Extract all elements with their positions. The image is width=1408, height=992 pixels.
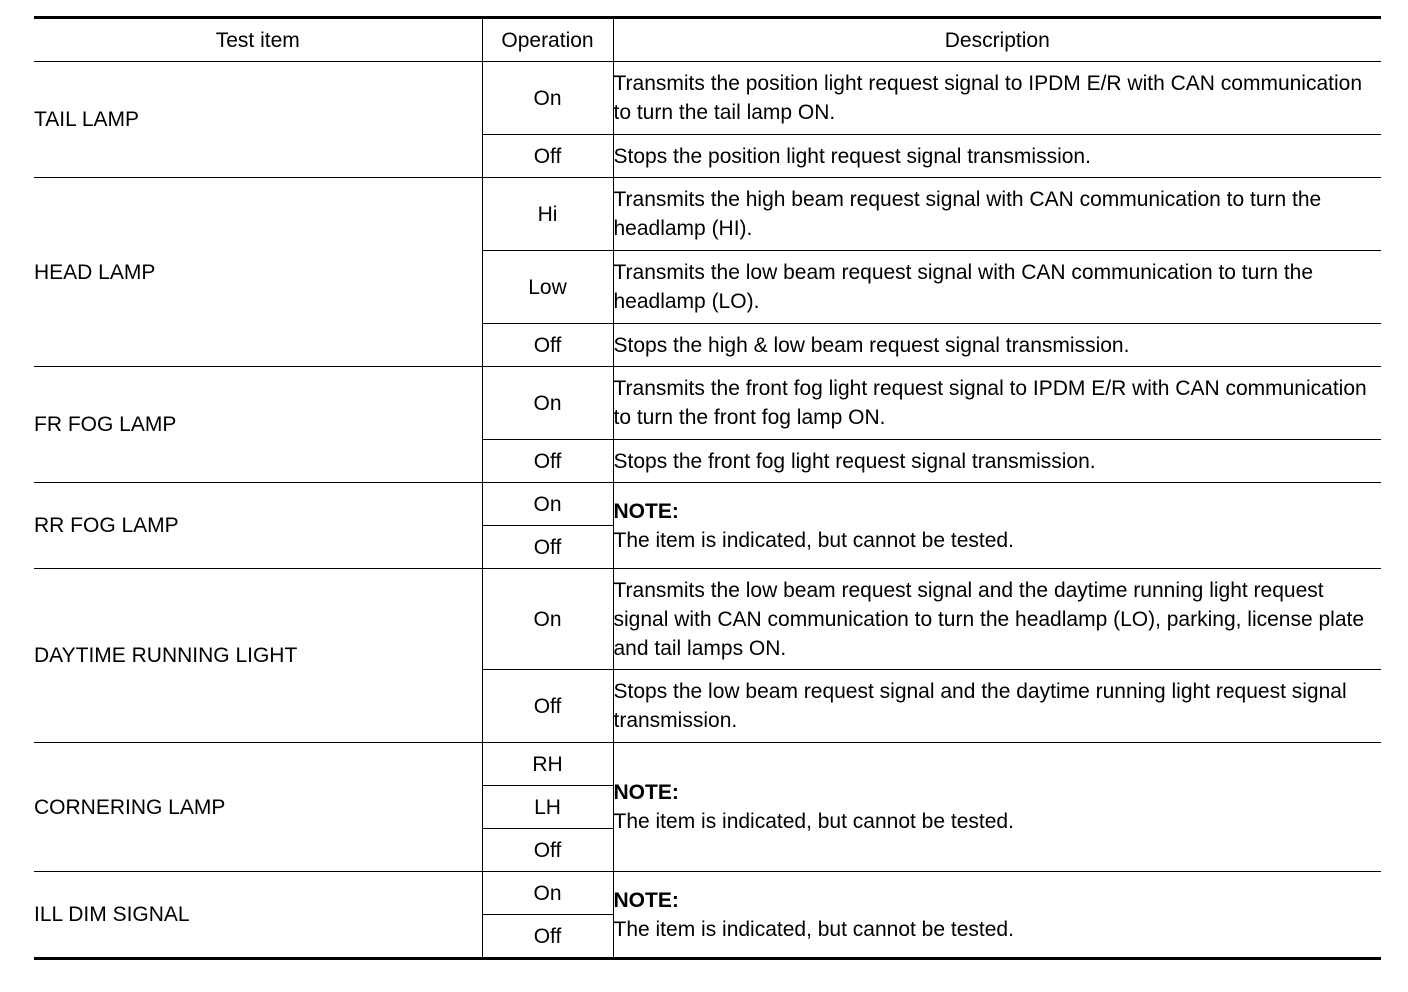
description-cell: Stops the high & low beam request signal transmission.: [613, 324, 1381, 367]
operation-cell: RH: [482, 743, 613, 786]
operation-cell: On: [482, 62, 613, 135]
table-row: [34, 872, 1381, 915]
operation-cell: On: [482, 483, 613, 526]
operation-cell: Off: [482, 526, 613, 569]
table-row: [34, 178, 1381, 251]
description-cell: Stops the position light request signal transmission.: [613, 135, 1381, 178]
description-cell: Transmits the high beam request signal with CAN communication to turn the headlamp (HI).: [613, 178, 1381, 251]
table-row: [34, 483, 1381, 526]
description-cell: Transmits the position light request signal to IPDM E/R with CAN communication to turn the tail lamp ON.: [613, 62, 1381, 135]
test-item-table: [34, 16, 1381, 960]
table-row: [34, 569, 1381, 670]
operation-cell: Off: [482, 135, 613, 178]
test-item-head-lamp: HEAD LAMP: [34, 178, 482, 367]
operation-cell: Hi: [482, 178, 613, 251]
note-text: The item is indicated, but cannot be tested.: [613, 917, 1014, 941]
operation-cell: Low: [482, 251, 613, 324]
operation-cell: Off: [482, 324, 613, 367]
description-cell: Transmits the front fog light request signal to IPDM E/R with CAN communication to turn the front fog lamp ON.: [613, 367, 1381, 440]
table-row: [34, 367, 1381, 440]
test-item-daytime-running-light: DAYTIME RUNNING LIGHT: [34, 569, 482, 743]
note-cell: [613, 743, 1381, 872]
note-label: NOTE:: [613, 888, 679, 912]
header-test-item: Test item: [34, 18, 482, 62]
operation-cell: On: [482, 569, 613, 670]
operation-cell: Off: [482, 915, 613, 959]
table-row: [34, 743, 1381, 786]
operation-cell: LH: [482, 786, 613, 829]
note-cell: [613, 872, 1381, 959]
table-header-row: [34, 18, 1381, 62]
description-cell: Stops the low beam request signal and the daytime running light request signal transmission.: [613, 670, 1381, 743]
header-operation: Operation: [482, 18, 613, 62]
table-row: [34, 62, 1381, 135]
test-item-ill-dim-signal: ILL DIM SIGNAL: [34, 872, 482, 959]
note-label: NOTE:: [613, 781, 679, 804]
test-item-tail-lamp: TAIL LAMP: [34, 62, 482, 178]
description-cell: Transmits the low beam request signal with CAN communication to turn the headlamp (LO).: [613, 251, 1381, 324]
operation-cell: On: [482, 367, 613, 440]
note-text: The item is indicated, but cannot be tested.: [613, 810, 1014, 833]
operation-cell: Off: [482, 829, 613, 872]
operation-cell: Off: [482, 670, 613, 743]
note-label: NOTE:: [613, 499, 679, 523]
test-item-fr-fog-lamp: FR FOG LAMP: [34, 367, 482, 483]
operation-cell: Off: [482, 440, 613, 483]
test-item-cornering-lamp: CORNERING LAMP: [34, 743, 482, 872]
description-cell: Stops the front fog light request signal transmission.: [613, 440, 1381, 483]
note-text: The item is indicated, but cannot be tested.: [613, 528, 1014, 552]
note-cell: [613, 483, 1381, 569]
test-item-rr-fog-lamp: RR FOG LAMP: [34, 483, 482, 569]
header-description: Description: [613, 18, 1381, 62]
description-cell: Transmits the low beam request signal and the daytime running light request signal with CAN communication to turn the headlamp (LO), parking, license plate and tail lamps ON.: [613, 569, 1381, 670]
operation-cell: On: [482, 872, 613, 915]
